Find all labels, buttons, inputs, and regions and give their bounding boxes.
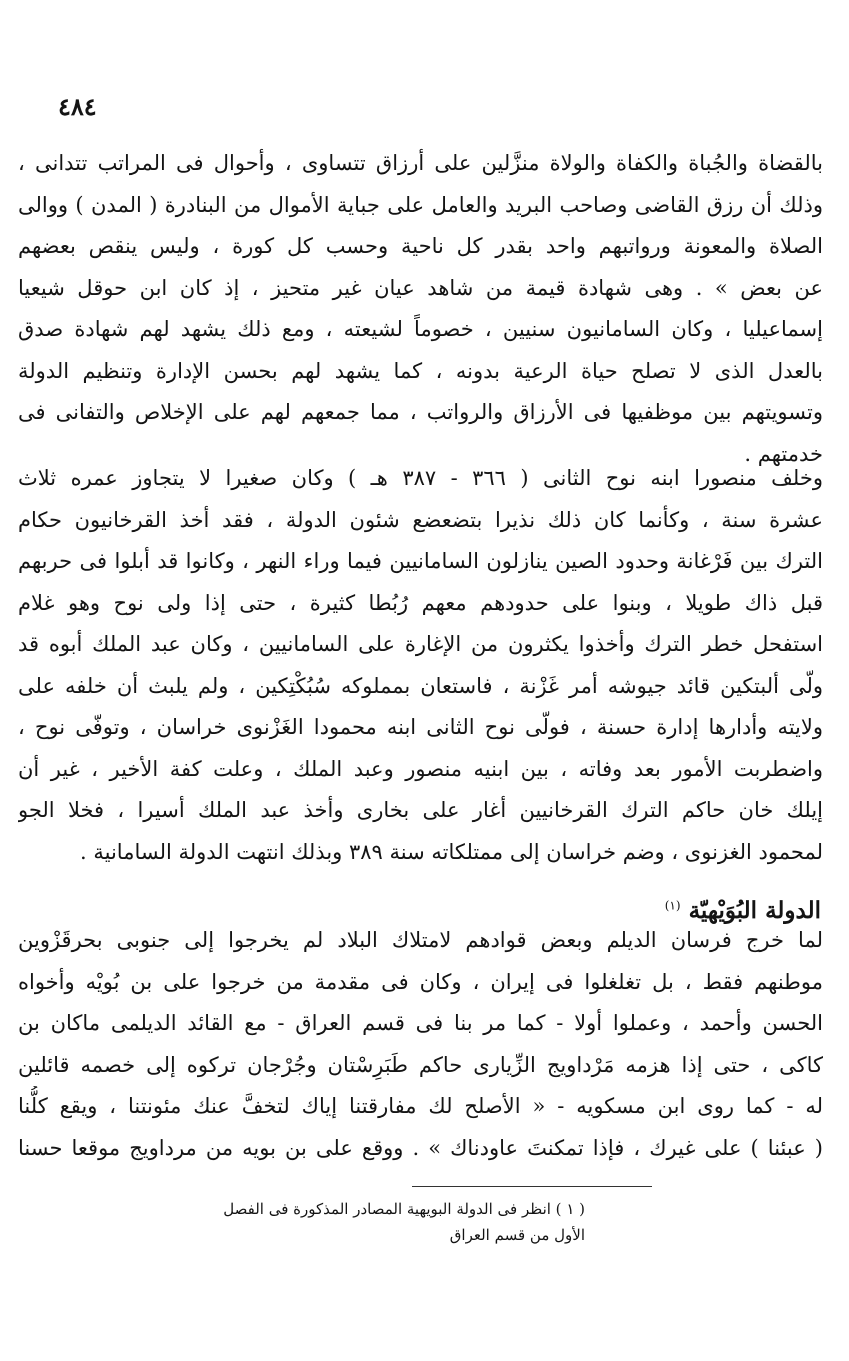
text-line: ولّى ألبتكين قائد جيوشه أمر غَزْنة ، فاستعان بمملوكه سُبُكْتِكين ، ولم يلبث أن خلفه على — [18, 673, 823, 698]
paragraph-2 — [18, 458, 823, 873]
paragraph-3 — [18, 920, 823, 1169]
text-line: خدمتهم . — [744, 441, 823, 466]
text-line: الصلاة والمعونة ورواتبهم واحد بقدر كل ناحية وحسب كل كورة ، وليس ينقص بعضهم — [18, 234, 823, 258]
footnote-line: ( ١ ) انظر فى الدولة البويهية المصادر المذكورة فى الفصل — [223, 1200, 585, 1218]
text-line: وذلك أن رزق القاضى وصاحب البريد والعامل على جباية الأموال من البنادرة ( المدن ) ووالى — [18, 192, 823, 217]
text-line: الحسن وأحمد ، وعملوا أولا - كما مر بنا فى قسم العراق - مع القائد الديلمى ماكان بن — [18, 1011, 823, 1035]
page-number: ٤٨٤ — [58, 92, 97, 121]
text-line: استفحل خطر الترك وأخذوا يكثرون من الإغارة على السامانيين ، وكان عبد الملك أبوه قد — [18, 632, 823, 656]
text-line: وخلف منصورا ابنه نوح الثانى ( ٣٦٦ - ٣٨٧ هـ ) وكان صغيرا لا يتجاوز عمره ثلاث — [18, 466, 823, 490]
section-heading-text: الدولة البُوَيْهيّة — [688, 897, 821, 924]
text-line: وتسويتهم بين موظفيها فى الأرزاق والرواتب ، مما جمعهم لهم على الإخلاص والتفانى فى — [18, 400, 823, 424]
footnote-line: الأول من قسم العراق — [449, 1226, 585, 1244]
text-line: عشرة سنة ، وكأنما كان ذلك نذيرا بتضعضع شئون الدولة ، فقد أخذ القرخانيون حكام — [18, 507, 823, 532]
text-line: ( عبئنا ) على غيرك ، فإذا تمكنتَ عاودناك » . ووقع على بن بويه من مرداويج موقعا حسنا — [18, 1135, 823, 1160]
text-line: عن بعض » . وهى شهادة قيمة من شاهد عيان غير متحيز ، إذ كان ابن حوقل شيعيا — [18, 275, 823, 300]
footnote-divider — [412, 1186, 652, 1187]
text-line: له - كما روى ابن مسكويه - « الأصلح لك مفارقتنا إياك لتخفَّ عنك مئونتنا ، ويقع كلُّنا — [18, 1094, 823, 1118]
text-line: بالعدل الذى لا تصلح حياة الرعية بدونه ، كما يشهد لهم بحسن الإدارة وتنظيم الدولة — [18, 358, 823, 383]
text-line: ولايته وأدارها إدارة حسنة ، فولّى نوح الثانى ابنه محمودا الغَزْنوى خراسان ، وتوفّى نوح ، — [18, 715, 823, 739]
text-line: إسماعيليا ، وكان السامانيون سنيين ، خصوماً لشيعته ، ومع ذلك يشهد لهم شهادة صدق — [18, 317, 823, 341]
text-line: موطنهم فقط ، بل تغلغلوا فى إيران ، وكان فى مقدمة من خرجوا على بن بُويْه وأخواه — [18, 969, 823, 994]
footnote-reference: (١) — [664, 898, 681, 913]
text-line: لما خرج فرسان الديلم وبعض قوادهم لامتلاك البلاد لم يخرجوا إلى جنوبى بحرقَزْوين — [18, 928, 823, 952]
text-line: لمحمود الغزنوى ، وضم خراسان إلى ممتلكاته سنة ٣٨٩ وبذلك انتهت الدولة السامانية . — [80, 839, 823, 864]
text-line: الترك بين فَرْغانة وحدود الصين ينازلون السامانيين فيما وراء النهر ، وكانوا قد أبلوا فى حربهم — [18, 549, 823, 573]
text-line: واضطربت الأمور بعد وفاته ، بين ابنيه منصور وعبد الملك ، وعلت كفة الأخير ، غير أن — [18, 756, 823, 781]
text-line: كاكى ، حتى إذا هزمه مَرْداويج الزِّيارى حاكم طَبَرِسْتان وجُرْجان تركوه إلى خصمه قائلين — [18, 1052, 823, 1077]
text-line: إيلك خان حاكم الترك القرخانيين أغار على بخارى وأخذ عبد الملك أسيرا ، فخلا الجو — [18, 798, 823, 822]
text-line: بالقضاة والجُباة والكفاة والولاة منزَّلين على أرزاق تتساوى ، وأحوال فى المراتب تتدانى ، — [18, 151, 823, 175]
text-line: قبل ذاك طويلا ، وبنوا على حدودهم معهم رُبُطا كثيرة ، حتى إذا ولى نوح وهو غلام — [18, 590, 823, 615]
paragraph-1 — [18, 143, 823, 475]
footnotes — [25, 1196, 585, 1248]
